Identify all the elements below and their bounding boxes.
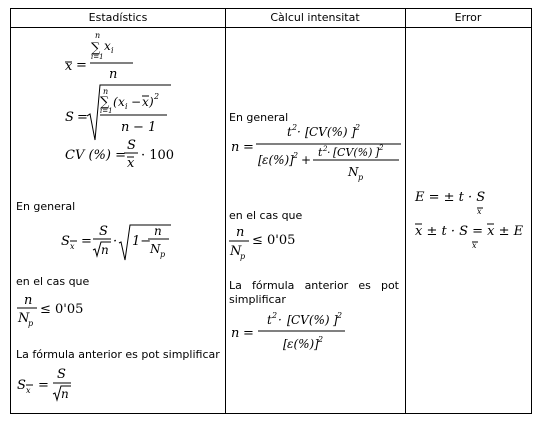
svg-text:−: − (131, 95, 142, 109)
svg-text:=: = (76, 58, 87, 73)
svg-text:2: 2 (292, 123, 298, 132)
svg-text:=: = (243, 140, 254, 155)
svg-text:2: 2 (337, 311, 343, 320)
svg-text:=: = (243, 326, 254, 341)
svg-text:=: = (81, 234, 92, 249)
en-general-label: En general (229, 111, 289, 124)
header-error: Error (454, 11, 482, 24)
svg-text:2: 2 (154, 92, 160, 101)
en-el-cas-label: en el cas que (229, 209, 303, 222)
svg-text:=: = (38, 378, 49, 393)
simplified-sample-size-formula (225, 28, 405, 368)
svg-text:1−: 1− (132, 234, 152, 249)
svg-text:i=1: i=1 (91, 53, 104, 61)
svg-text:2: 2 (355, 123, 361, 132)
svg-text:∑: ∑ (91, 41, 101, 56)
svg-text:S: S (65, 110, 74, 125)
svg-text:x: x (65, 59, 73, 74)
svg-text:n: n (95, 31, 101, 40)
svg-text:(: ( (113, 95, 118, 109)
svg-text:n: n (109, 67, 118, 82)
svg-text:x: x (26, 386, 31, 395)
simplificar-label: La fórmula anterior es pot simplificar (229, 279, 399, 306)
svg-text:2: 2 (293, 151, 299, 160)
svg-text:·: · (297, 125, 301, 139)
svg-text:): ) (149, 95, 154, 109)
svg-text:x: x (118, 95, 125, 109)
svg-text:p: p (28, 319, 34, 328)
svg-text:]: ] (333, 313, 338, 327)
error-formula: E = ± t · S (415, 190, 486, 205)
cell-error (405, 28, 531, 413)
svg-text:n: n (103, 87, 109, 96)
cv-label: CV (%) = (65, 148, 126, 163)
svg-text:]: ] (375, 146, 380, 159)
svg-text:N: N (348, 165, 359, 179)
cell-estadistics (11, 28, 225, 413)
svg-text:[: [ (287, 313, 292, 327)
svg-text:N: N (230, 244, 242, 259)
svg-text:]: ] (289, 153, 294, 167)
svg-text:[: [ (258, 153, 263, 167)
svg-text:x: x (477, 207, 482, 216)
svg-text:]: ] (351, 125, 356, 139)
en-general-label: En general (16, 200, 76, 213)
svg-text:i: i (125, 102, 128, 111)
svg-text:S: S (127, 138, 136, 153)
svg-text:− 1: − 1 (133, 120, 157, 135)
en-el-cas-label: en el cas que (16, 275, 90, 288)
svg-text:]: ] (314, 337, 319, 351)
svg-text:p: p (240, 252, 246, 261)
svg-text:[: [ (305, 125, 310, 139)
svg-text:ε(%): ε(%) (287, 337, 315, 351)
svg-text:n: n (61, 387, 69, 401)
svg-text:S: S (17, 378, 26, 393)
simplified-std-error-formula (11, 28, 225, 418)
svg-text:n: n (121, 120, 130, 135)
svg-text:·: · (327, 146, 331, 159)
ratio-limit: ≤ 0'05 (40, 302, 84, 317)
svg-text:x: x (472, 241, 477, 250)
ratio-limit: ≤ 0'05 (252, 233, 296, 248)
svg-text:CV(%): CV(%) (309, 125, 348, 139)
svg-text:2: 2 (318, 335, 324, 344)
svg-text:n: n (24, 293, 33, 308)
svg-text:S: S (61, 234, 70, 249)
svg-text:S: S (57, 367, 66, 382)
svg-text:2: 2 (379, 144, 384, 152)
svg-text:N: N (150, 242, 161, 256)
interval-formula: x ± t · S = x ± E (415, 224, 524, 239)
svg-text:2: 2 (272, 311, 278, 320)
cell-calcul-intensitat (225, 28, 405, 413)
svg-text:CV(%): CV(%) (337, 146, 373, 159)
svg-text:n: n (231, 140, 240, 155)
svg-text:S: S (99, 224, 108, 239)
svg-text:N: N (18, 311, 30, 326)
svg-text:+: + (301, 153, 312, 167)
svg-text:ε(%): ε(%) (262, 153, 290, 167)
svg-text:·: · (278, 313, 282, 327)
svg-text:t: t (287, 125, 292, 139)
svg-text:t: t (318, 146, 323, 159)
svg-text:CV(%): CV(%) (291, 313, 330, 327)
svg-text:x: x (142, 95, 149, 109)
svg-text:x: x (70, 242, 75, 251)
svg-text:[: [ (283, 337, 288, 351)
svg-text:p: p (160, 250, 166, 259)
header-estadistics: Estadístics (88, 11, 148, 24)
header-calcul-intensitat: Càlcul intensitat (270, 11, 360, 24)
svg-text:·: · (113, 234, 118, 249)
table-header-row (11, 9, 531, 28)
svg-text:x: x (104, 39, 111, 53)
svg-text:∑: ∑ (100, 95, 110, 110)
statistics-table (10, 8, 532, 414)
svg-text:[: [ (333, 146, 338, 159)
svg-text:t: t (267, 313, 272, 327)
simplificar-label: La fórmula anterior es pot simplificar (16, 348, 220, 361)
svg-text:n: n (236, 225, 245, 240)
cv-factor: · 100 (141, 148, 175, 163)
svg-text:x: x (127, 156, 135, 171)
svg-text:=: = (77, 110, 88, 125)
svg-text:p: p (358, 173, 364, 182)
svg-text:n: n (154, 224, 162, 238)
svg-text:i: i (111, 46, 114, 55)
svg-text:2: 2 (323, 145, 328, 153)
svg-text:n: n (101, 243, 109, 257)
svg-text:i=1: i=1 (100, 107, 113, 115)
svg-text:n: n (231, 326, 240, 341)
